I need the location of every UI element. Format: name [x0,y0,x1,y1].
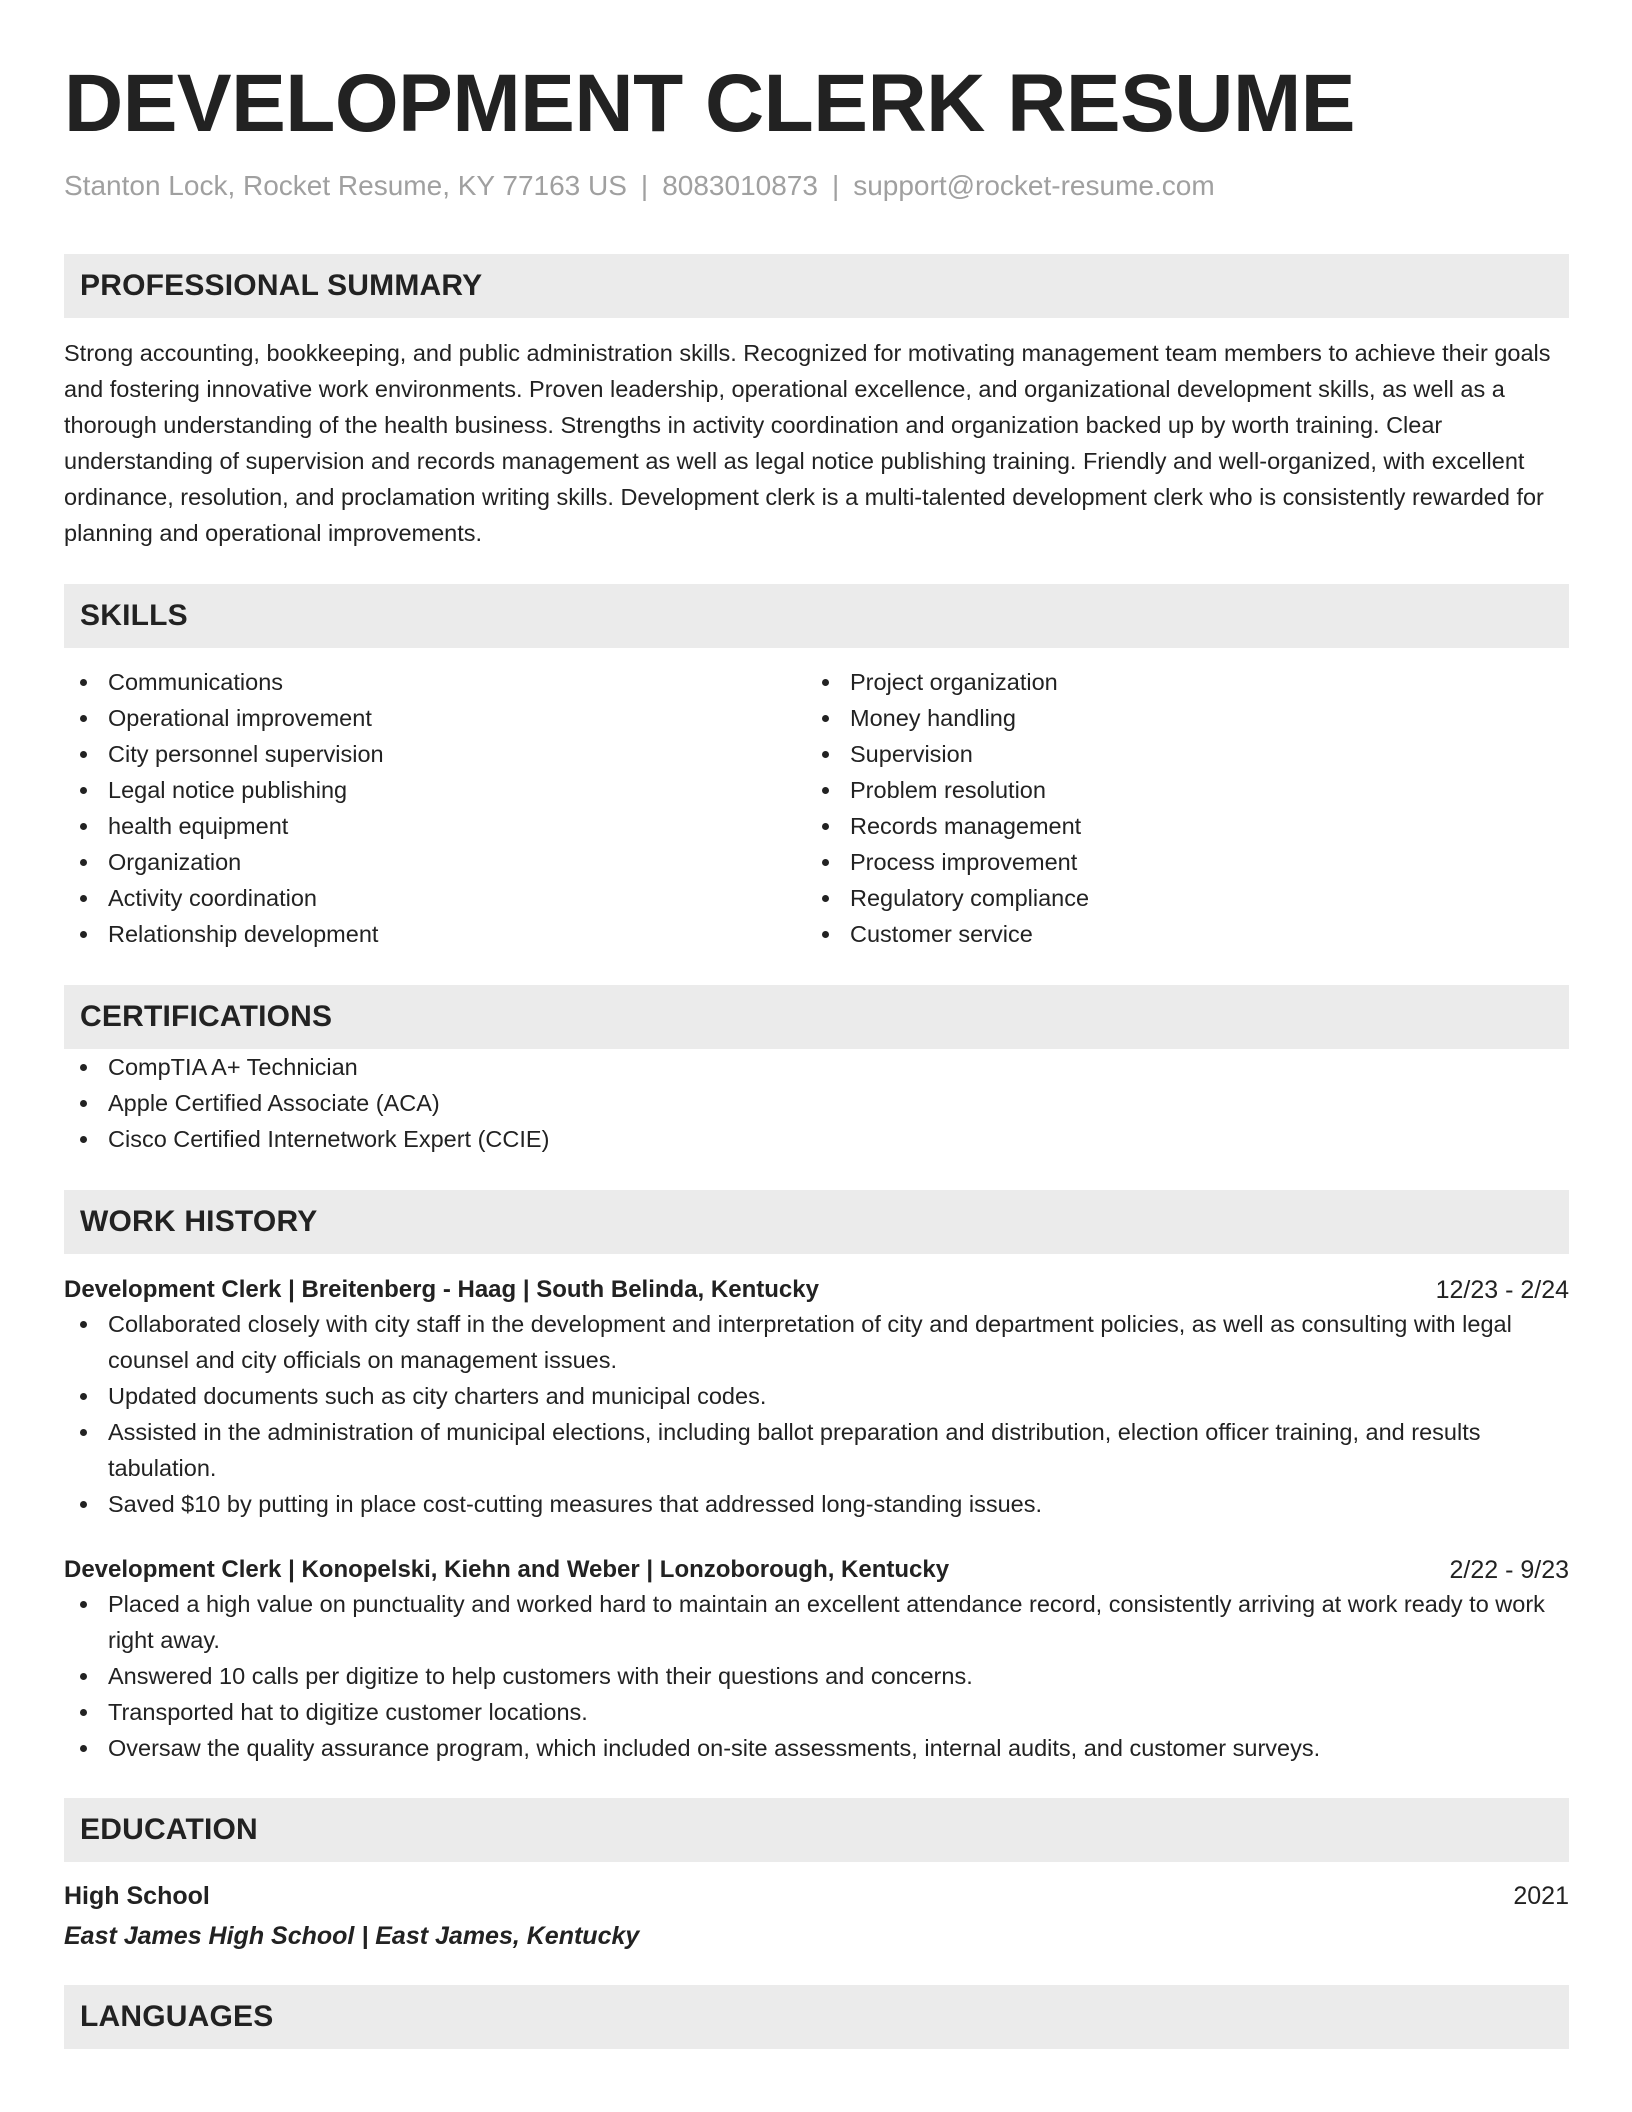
job-bullet: Transported hat to digitize customer locations. [64,1694,1569,1730]
job-dates: 2/22 - 9/23 [1449,1556,1569,1584]
summary-paragraph: Strong accounting, bookkeeping, and public administration skills. Recognized for motivating management team members to achieve their goals and fostering innovative work environments. Proven leadership, operational excellence, and organizational development skills, as well as a thorough understanding of the health business. Strengths in activity coordination and organization backed up by worth training. Clear understanding of supervision and records management as well as legal notice publishing training. Friendly and well-organized, with excellent ordinance, resolution, and proclamation writing skills. Development clerk is a multi-talented development clerk who is consistently rewarded for planning and operational improvements. [64,340,1551,546]
job-entry [64,1554,1569,1766]
job-bullet: Oversaw the quality assurance program, which included on-site assessments, internal audits, and customer surveys. [64,1730,1569,1766]
education-row [64,1880,1569,1912]
skill-item: Organization [64,844,806,880]
section-heading-summary: PROFESSIONAL SUMMARY [64,254,1569,318]
resume-title: DEVELOPMENT CLERK RESUME [64,58,1355,149]
skill-item: City personnel supervision [64,736,806,772]
skills-grid [64,664,1569,952]
certifications-list [64,1049,1569,1157]
certification-item: Apple Certified Associate (ACA) [64,1085,1569,1121]
job-bullet: Assisted in the administration of municipal elections, including ballot preparation and distribution, election officer training, and results tabulation. [64,1414,1569,1486]
skills-list-right [806,664,1548,952]
education-school: East James High School | East James, Kentucky [64,1922,640,1950]
skill-item: Customer service [806,916,1548,952]
skill-item: Process improvement [806,844,1548,880]
job-header [64,1554,1569,1586]
certification-item: CompTIA A+ Technician [64,1049,1569,1085]
job-bullet-list [64,1586,1569,1766]
skill-item: Records management [806,808,1548,844]
contact-line [64,168,1569,204]
skill-item: health equipment [64,808,806,844]
job-bullet: Updated documents such as city charters and municipal codes. [64,1378,1569,1414]
skill-item: Regulatory compliance [806,880,1548,916]
job-title: Development Clerk | Breitenberg - Haag | South Belinda, Kentucky [64,1276,819,1303]
skill-item: Communications [64,664,806,700]
job-bullet: Saved $10 by putting in place cost-cutting measures that addressed long-standing issues. [64,1486,1569,1522]
skill-item: Operational improvement [64,700,806,736]
contact-phone: 8083010873 [662,170,818,201]
skills-column-left [64,664,806,952]
skill-item: Problem resolution [806,772,1548,808]
job-bullet: Answered 10 calls per digitize to help customers with their questions and concerns. [64,1658,1569,1694]
job-dates: 12/23 - 2/24 [1435,1276,1569,1304]
skill-item: Activity coordination [64,880,806,916]
skills-column-right [806,664,1548,952]
education-degree: High School [64,1882,210,1910]
section-heading-work-history: WORK HISTORY [64,1190,1569,1254]
section-heading-certifications: CERTIFICATIONS [64,985,1569,1049]
skill-item: Legal notice publishing [64,772,806,808]
skill-item: Money handling [806,700,1548,736]
job-bullet: Collaborated closely with city staff in the development and interpretation of city and department policies, as well as consulting with legal counsel and city officials on management issues. [64,1306,1569,1378]
contact-email: support@rocket-resume.com [853,170,1215,201]
job-bullet-list [64,1306,1569,1522]
skill-item: Relationship development [64,916,806,952]
skills-list-left [64,664,806,952]
contact-address: Stanton Lock, Rocket Resume, KY 77163 US [64,170,627,201]
job-bullet: Placed a high value on punctuality and worked hard to maintain an excellent attendance record, consistently arriving at work ready to work right away. [64,1586,1569,1658]
job-header [64,1274,1569,1306]
job-entry [64,1274,1569,1522]
section-heading-languages: LANGUAGES [64,1985,1569,2049]
skill-item: Supervision [806,736,1548,772]
skill-item: Project organization [806,664,1548,700]
section-heading-education: EDUCATION [64,1798,1569,1862]
job-title: Development Clerk | Konopelski, Kiehn and Weber | Lonzoborough, Kentucky [64,1556,950,1583]
education-year: 2021 [1513,1882,1569,1910]
section-heading-skills: SKILLS [64,584,1569,648]
certification-item: Cisco Certified Internetwork Expert (CCIE) [64,1121,1569,1157]
contact-separator: | [640,170,649,201]
contact-separator: | [831,170,840,201]
